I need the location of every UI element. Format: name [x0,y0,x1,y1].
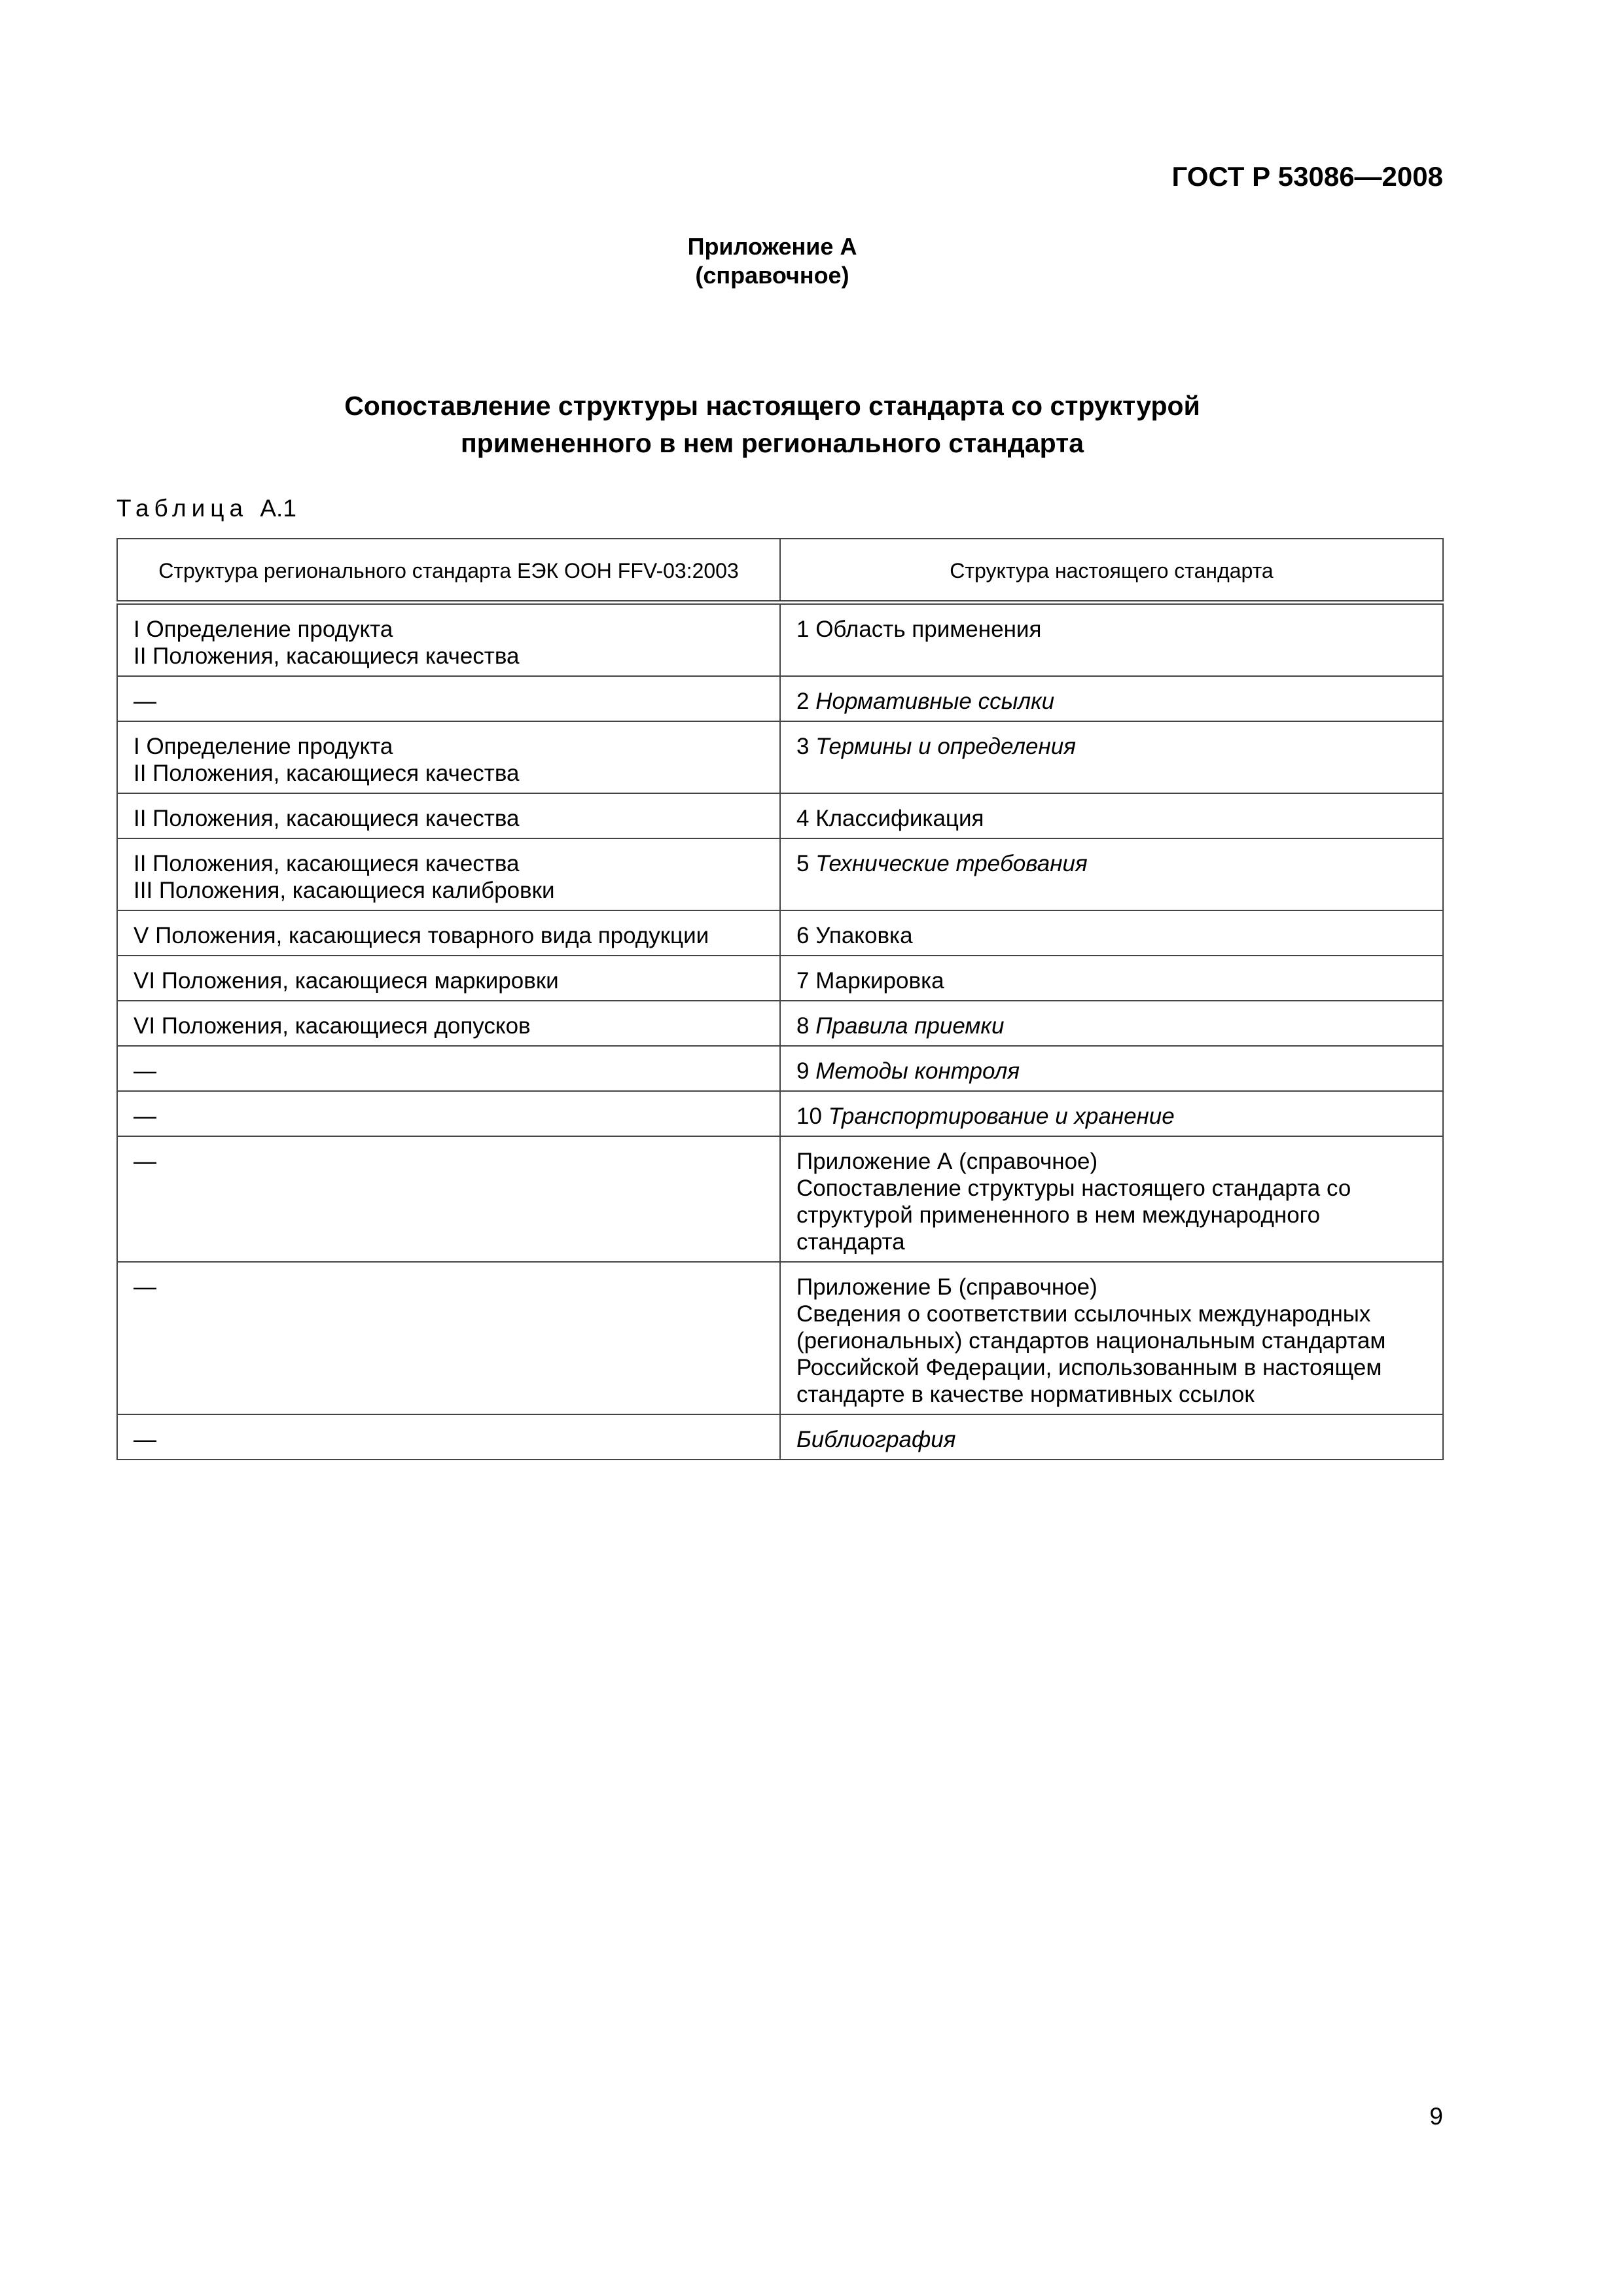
section-title: Термины и определения [815,734,1076,759]
section-title: Нормативные ссылки [815,689,1055,714]
standard-cell [780,1046,1443,1091]
regional-cell [117,1262,780,1414]
regional-cell [117,793,780,838]
section-number: 7 [796,968,810,994]
regional-item: VI Положения, касающиеся маркировки [134,968,559,994]
section-number: 2 [796,689,810,714]
regional-cell [117,676,780,721]
document-code: ГОСТ Р 53086—2008 [1171,161,1443,192]
section-title: Упаковка [815,923,913,948]
header-regional-structure: Структура регионального стандарта ЕЭК ООН FFV-03:2003 [117,539,780,603]
table-row [117,910,1443,956]
title-line-2: примененного в нем регионального стандарта [460,428,1084,458]
table-row [117,676,1443,721]
table-row [117,1046,1443,1091]
section-title: Библиография [796,1427,956,1452]
regional-item: — [134,1149,156,1174]
regional-item: — [134,1103,156,1129]
table-row [117,1091,1443,1136]
section-number: 9 [796,1058,810,1084]
standard-cell [780,603,1443,677]
standard-cell [780,793,1443,838]
section-title: Методы контроля [815,1058,1020,1084]
table-row [117,838,1443,910]
table-row [117,1262,1443,1414]
section-number: 4 [796,806,810,831]
section-number: 1 [796,617,810,642]
regional-item: II Положения, касающиеся качества [134,851,520,876]
regional-cell [117,838,780,910]
section-title: Транспортирование и хранение [828,1103,1175,1129]
standard-cell [780,721,1443,793]
standard-cell [780,1136,1443,1262]
section-title: Классификация [815,806,984,831]
appendix-title [0,387,1544,462]
section-title: Маркировка [815,968,944,994]
section-title: Область применения [815,617,1042,642]
table-row [117,793,1443,838]
table-row [117,1001,1443,1046]
standard-cell [780,676,1443,721]
section-number: 10 [796,1103,822,1129]
standard-cell [780,838,1443,910]
standard-cell [780,1001,1443,1046]
regional-item: I Определение продукта [134,617,393,642]
regional-item: VI Положения, касающиеся допусков [134,1013,531,1039]
header-this-standard-structure: Структура настоящего стандарта [780,539,1443,603]
regional-cell [117,1091,780,1136]
appendix-label: Приложение А [687,233,857,260]
section-number: 8 [796,1013,810,1039]
regional-cell [117,721,780,793]
section-title: Правила приемки [815,1013,1005,1039]
table-header-row [117,539,1443,603]
regional-cell [117,603,780,677]
appendix-a-heading: Приложение А (справочное) [796,1149,1098,1174]
table-caption-word: Таблица [116,495,249,522]
standard-cell [780,910,1443,956]
regional-cell [117,1414,780,1460]
appendix-a-description: Сопоставление структуры настоящего стандарта со структурой примененного в нем международного стандарта [796,1175,1351,1255]
table-row [117,956,1443,1001]
regional-item: I Определение продукта [134,734,393,759]
standard-cell [780,1262,1443,1414]
appendix-kind: (справочное) [695,262,849,289]
regional-cell [117,1001,780,1046]
regional-item: — [134,689,156,714]
section-number: 5 [796,851,810,876]
table-row [117,1136,1443,1262]
standard-cell [780,956,1443,1001]
structure-comparison-table [116,538,1444,1460]
table-row [117,721,1443,793]
standard-cell [780,1414,1443,1460]
appendix-b-description: Сведения о соответствии ссылочных международных (региональных) стандартов национальным стандартам Российской Федерации, использованным в настоящем стандарте в качестве нормативных ссылок [796,1301,1386,1407]
table-row [117,603,1443,677]
section-number: 6 [796,923,810,948]
regional-item: II Положения, касающиеся качества [134,643,520,669]
appendix-heading [0,232,1544,290]
appendix-b-heading: Приложение Б (справочное) [796,1274,1097,1300]
regional-cell [117,910,780,956]
regional-item: — [134,1427,156,1452]
regional-item: II Положения, касающиеся качества [134,806,520,831]
title-line-1: Сопоставление структуры настоящего стандарта со структурой [344,391,1200,421]
table-row [117,1414,1443,1460]
regional-item: II Положения, касающиеся качества [134,761,520,786]
standard-cell [780,1091,1443,1136]
section-number: 3 [796,734,810,759]
page-number: 9 [1429,2103,1443,2130]
regional-item: V Положения, касающиеся товарного вида продукции [134,923,709,948]
table-caption [116,494,296,523]
regional-item: III Положения, касающиеся калибровки [134,878,555,903]
regional-cell [117,1046,780,1091]
regional-item: — [134,1274,156,1300]
regional-item: — [134,1058,156,1084]
regional-cell [117,1136,780,1262]
regional-cell [117,956,780,1001]
section-title: Технические требования [815,851,1088,876]
table-caption-number: А.1 [260,495,296,522]
